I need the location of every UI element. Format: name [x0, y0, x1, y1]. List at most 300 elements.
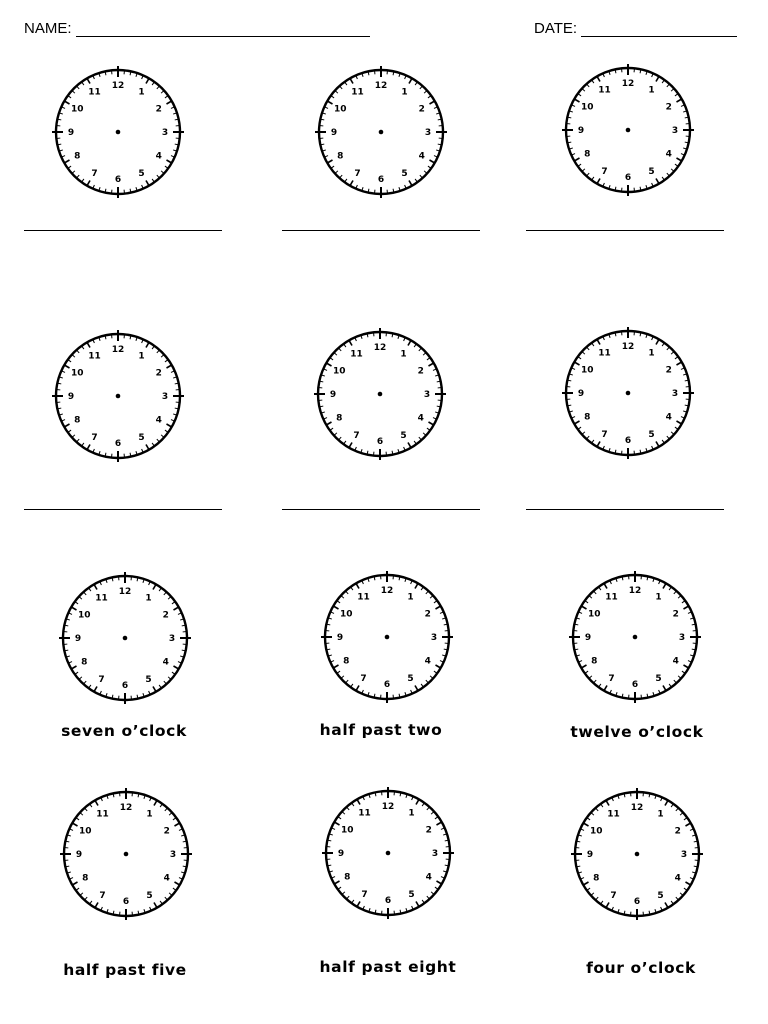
clock-numeral: 3 [161, 128, 169, 139]
minute-tick [594, 591, 597, 594]
time-caption: half past eight [319, 958, 457, 976]
minute-tick [587, 347, 590, 350]
center-dot [378, 392, 383, 397]
clock-numeral: 12 [118, 587, 132, 598]
minute-tick [426, 591, 429, 594]
hour-tick [574, 362, 579, 365]
minute-tick [341, 596, 344, 599]
hour-tick [416, 799, 419, 804]
hour-tick [408, 340, 411, 345]
hour-tick [146, 78, 149, 83]
minute-tick [582, 89, 585, 92]
hour-tick [154, 800, 157, 805]
clock-numeral: 10 [588, 609, 601, 620]
minute-tick [72, 355, 75, 358]
hour-tick [95, 800, 98, 805]
minute-tick [426, 680, 429, 683]
clock-face [55, 568, 195, 708]
answer-line[interactable] [24, 509, 222, 510]
answer-line[interactable] [526, 509, 724, 510]
hour-tick [64, 160, 69, 163]
minute-tick [346, 680, 349, 683]
hour-tick [326, 422, 331, 425]
clock-numeral: 1 [138, 351, 145, 362]
hour-tick [333, 665, 338, 668]
hour-tick [334, 881, 339, 884]
clock-numeral: 5 [648, 429, 655, 440]
clock-numeral: 12 [111, 345, 125, 356]
hour-tick [326, 363, 331, 366]
clock-numeral: 10 [333, 366, 346, 377]
clock-face [311, 62, 451, 202]
name-label: NAME: [24, 20, 72, 37]
clock-numeral: 8 [584, 412, 591, 423]
hour-tick [429, 160, 434, 163]
clock-numeral: 11 [598, 85, 611, 96]
hour-tick [656, 178, 659, 183]
minute-tick [161, 171, 164, 174]
clock-numeral: 2 [418, 104, 425, 115]
minute-tick [589, 596, 592, 599]
minute-tick [680, 893, 683, 896]
clock-numeral: 12 [381, 802, 395, 813]
minute-tick [157, 86, 160, 89]
minute-tick [77, 175, 80, 178]
minute-tick [667, 173, 670, 176]
clock-numeral: 11 [605, 592, 618, 603]
clock-numeral: 11 [350, 349, 363, 360]
minute-tick [587, 173, 590, 176]
clock-numeral: 7 [610, 890, 617, 901]
clock-face [318, 783, 458, 923]
clock-numeral: 12 [630, 803, 644, 814]
clock-numeral: 8 [591, 656, 598, 667]
clock-numeral: 8 [74, 415, 81, 426]
clock-numeral: 7 [91, 168, 98, 179]
clock-numeral: 10 [590, 826, 603, 837]
clock-numeral: 2 [672, 609, 679, 620]
minute-tick [334, 433, 337, 436]
clock-face [558, 323, 698, 463]
hour-tick [94, 686, 97, 691]
clock-numeral: 3 [424, 128, 432, 139]
clock-numeral: 12 [621, 342, 635, 353]
hour-tick [174, 823, 179, 826]
center-dot [123, 636, 128, 641]
minute-tick [671, 89, 674, 92]
clock-numeral: 4 [418, 151, 425, 162]
minute-tick [674, 591, 677, 594]
hour-tick [146, 180, 149, 185]
clock-numeral: 2 [424, 609, 431, 620]
clock-numeral: 9 [584, 633, 592, 644]
hour-tick [583, 882, 588, 885]
clock-numeral: 9 [75, 850, 83, 861]
clock-face [310, 324, 450, 464]
hour-tick [583, 823, 588, 826]
clock-numeral: 11 [357, 592, 370, 603]
minute-tick [77, 439, 80, 442]
clock-numeral: 11 [358, 808, 371, 819]
clock-numeral: 3 [678, 633, 686, 644]
clock-numeral: 9 [329, 390, 337, 401]
clock-numeral: 1 [657, 809, 664, 820]
hour-tick [665, 902, 668, 907]
hour-tick [153, 686, 156, 691]
clock-numeral: 5 [657, 890, 664, 901]
minute-tick [340, 175, 343, 178]
name-underline[interactable] [76, 22, 370, 37]
minute-tick [342, 892, 345, 895]
clock-numeral: 11 [351, 87, 364, 98]
hour-tick [334, 822, 339, 825]
clock-svg [565, 567, 705, 707]
clock-face [48, 326, 188, 466]
minute-tick [164, 681, 167, 684]
clock-svg [48, 326, 188, 466]
minute-tick [423, 353, 426, 356]
clock-numeral: 4 [665, 412, 672, 423]
clock-numeral: 12 [628, 586, 642, 597]
minute-tick [419, 348, 422, 351]
clock-numeral: 7 [360, 673, 367, 684]
hour-tick [409, 78, 412, 83]
clock-face [48, 62, 188, 202]
clock-numeral: 1 [655, 592, 662, 603]
clock-numeral: 3 [671, 126, 679, 137]
time-caption: twelve o’clock [570, 723, 704, 741]
hour-tick [327, 101, 332, 104]
clock-numeral: 8 [336, 413, 343, 424]
minute-tick [427, 896, 430, 899]
minute-tick [347, 807, 350, 810]
clock-numeral: 7 [601, 166, 608, 177]
hour-tick [349, 340, 352, 345]
hour-tick [349, 442, 352, 447]
minute-tick [587, 84, 590, 87]
clock-numeral: 9 [336, 633, 344, 644]
minute-tick [596, 808, 599, 811]
hour-tick [597, 76, 600, 81]
date-underline[interactable] [581, 22, 737, 37]
center-dot [379, 130, 384, 135]
clock-numeral: 10 [341, 825, 354, 836]
clock-svg [567, 784, 707, 924]
hour-tick [166, 160, 171, 163]
clock-numeral: 1 [138, 87, 145, 98]
hour-tick [574, 158, 579, 161]
clock-numeral: 9 [337, 849, 345, 860]
date-label: DATE: [534, 20, 578, 37]
hour-tick [574, 421, 579, 424]
hour-tick [606, 800, 609, 805]
clock-numeral: 4 [417, 413, 424, 424]
minute-tick [594, 680, 597, 683]
clock-numeral: 7 [98, 674, 105, 685]
minute-tick [339, 437, 342, 440]
answer-line[interactable] [526, 230, 724, 231]
clock-numeral: 8 [82, 873, 89, 884]
minute-tick [424, 171, 427, 174]
minute-tick [582, 352, 585, 355]
clock-numeral: 5 [138, 168, 145, 179]
minute-tick [165, 897, 168, 900]
minute-tick [346, 591, 349, 594]
time-caption: half past two [319, 721, 443, 739]
minute-tick [72, 91, 75, 94]
time-caption: four o’clock [586, 959, 696, 977]
minute-tick [424, 91, 427, 94]
clock-numeral: 8 [344, 872, 351, 883]
minute-tick [589, 676, 592, 679]
hour-tick [683, 606, 688, 609]
clock-numeral: 2 [155, 368, 162, 379]
minute-tick [678, 676, 681, 679]
minute-tick [168, 597, 171, 600]
clock-numeral: 9 [577, 126, 585, 137]
minute-tick [591, 813, 594, 816]
clock-numeral: 6 [114, 439, 122, 450]
minute-tick [161, 91, 164, 94]
clock-numeral: 5 [648, 166, 655, 177]
hour-tick [173, 607, 178, 610]
clock-svg [558, 60, 698, 200]
hour-tick [409, 180, 412, 185]
clock-numeral: 3 [169, 850, 177, 861]
clock-svg [56, 784, 196, 924]
answer-line[interactable] [24, 230, 222, 231]
clock-numeral: 12 [119, 803, 133, 814]
clock-numeral: 2 [674, 826, 681, 837]
clock-face [56, 784, 196, 924]
hour-tick [87, 78, 90, 83]
minute-tick [430, 596, 433, 599]
clock-numeral: 6 [633, 897, 641, 908]
hour-tick [604, 685, 607, 690]
minute-tick [671, 352, 674, 355]
minute-tick [667, 347, 670, 350]
clock-numeral: 8 [343, 656, 350, 667]
minute-tick [72, 171, 75, 174]
center-dot [116, 130, 121, 135]
clock-numeral: 8 [584, 149, 591, 160]
hour-tick [665, 800, 668, 805]
hour-tick [676, 158, 681, 161]
minute-tick [335, 171, 338, 174]
minute-tick [84, 681, 87, 684]
clock-numeral: 4 [162, 657, 169, 668]
minute-tick [591, 893, 594, 896]
clock-numeral: 1 [408, 808, 415, 819]
clock-numeral: 7 [601, 429, 608, 440]
hour-tick [72, 882, 77, 885]
hour-tick [581, 665, 586, 668]
hour-tick [87, 444, 90, 449]
minute-tick [77, 86, 80, 89]
clock-numeral: 1 [407, 592, 414, 603]
minute-tick [161, 435, 164, 438]
hour-tick [173, 666, 178, 669]
center-dot [626, 391, 631, 396]
hour-tick [72, 823, 77, 826]
clock-numeral: 9 [74, 634, 82, 645]
minute-tick [157, 350, 160, 353]
hour-tick [166, 101, 171, 104]
clock-numeral: 10 [71, 104, 84, 115]
hour-tick [71, 607, 76, 610]
clock-numeral: 7 [91, 432, 98, 443]
minute-tick [596, 897, 599, 900]
clock-numeral: 11 [95, 593, 108, 604]
minute-tick [335, 91, 338, 94]
minute-tick [427, 807, 430, 810]
minute-tick [680, 813, 683, 816]
hour-tick [166, 424, 171, 427]
minute-tick [676, 897, 679, 900]
minute-tick [420, 86, 423, 89]
hour-tick [415, 583, 418, 588]
hour-tick [333, 606, 338, 609]
hour-tick [64, 424, 69, 427]
hour-tick [350, 78, 353, 83]
clock-numeral: 5 [407, 673, 414, 684]
clock-numeral: 6 [624, 173, 632, 184]
clock-numeral: 6 [114, 175, 122, 186]
clock-numeral: 11 [88, 351, 101, 362]
clock-numeral: 3 [671, 389, 679, 400]
clock-numeral: 4 [155, 415, 162, 426]
hour-tick [574, 99, 579, 102]
clock-numeral: 5 [138, 432, 145, 443]
hour-tick [87, 180, 90, 185]
clock-numeral: 8 [593, 873, 600, 884]
time-caption: seven o’clock [61, 722, 187, 740]
hour-tick [166, 365, 171, 368]
clock-numeral: 7 [354, 168, 361, 179]
clock-numeral: 5 [145, 674, 152, 685]
minute-tick [84, 592, 87, 595]
clock-numeral: 5 [401, 168, 408, 179]
hour-tick [146, 342, 149, 347]
answer-line[interactable] [282, 230, 480, 231]
center-dot [385, 635, 390, 640]
clock-numeral: 10 [79, 826, 92, 837]
clock-numeral: 5 [146, 890, 153, 901]
clock-numeral: 2 [155, 104, 162, 115]
minute-tick [80, 893, 83, 896]
clock-numeral: 3 [431, 849, 439, 860]
hour-tick [597, 339, 600, 344]
center-dot [124, 852, 129, 857]
clock-numeral: 11 [598, 348, 611, 359]
clock-numeral: 8 [74, 151, 81, 162]
clock-numeral: 3 [423, 390, 431, 401]
clock-numeral: 3 [680, 850, 688, 861]
clock-numeral: 1 [400, 349, 407, 360]
clock-numeral: 2 [162, 610, 169, 621]
clock-face [565, 567, 705, 707]
minute-tick [80, 813, 83, 816]
hour-tick [435, 606, 440, 609]
clock-numeral: 2 [163, 826, 170, 837]
hour-tick [597, 178, 600, 183]
clock-numeral: 4 [665, 149, 672, 160]
minute-tick [676, 808, 679, 811]
hour-tick [146, 444, 149, 449]
hour-tick [436, 881, 441, 884]
hour-tick [436, 822, 441, 825]
clock-numeral: 9 [586, 850, 594, 861]
clock-numeral: 10 [581, 102, 594, 113]
center-dot [116, 394, 121, 399]
minute-tick [671, 432, 674, 435]
minute-tick [431, 892, 434, 895]
clock-svg [310, 324, 450, 464]
hour-tick [357, 901, 360, 906]
clock-numeral: 2 [665, 102, 672, 113]
hour-tick [356, 685, 359, 690]
minute-tick [165, 808, 168, 811]
minute-tick [169, 813, 172, 816]
clock-numeral: 10 [78, 610, 91, 621]
minute-tick [85, 897, 88, 900]
name-field[interactable] [24, 20, 370, 37]
clock-numeral: 6 [121, 681, 129, 692]
clock-numeral: 7 [361, 889, 368, 900]
clock-face [567, 784, 707, 924]
hour-tick [656, 441, 659, 446]
clock-numeral: 10 [581, 365, 594, 376]
minute-tick [157, 439, 160, 442]
hour-tick [606, 902, 609, 907]
minute-tick [339, 348, 342, 351]
clock-numeral: 6 [383, 680, 391, 691]
minute-tick [582, 432, 585, 435]
clock-numeral: 6 [376, 437, 384, 448]
minute-tick [79, 677, 82, 680]
hour-tick [604, 583, 607, 588]
clock-numeral: 6 [377, 175, 385, 186]
hour-tick [685, 882, 690, 885]
clock-numeral: 10 [340, 609, 353, 620]
answer-line[interactable] [282, 509, 480, 510]
minute-tick [342, 812, 345, 815]
clock-numeral: 6 [631, 680, 639, 691]
minute-tick [77, 350, 80, 353]
time-caption: half past five [63, 961, 187, 979]
clock-numeral: 2 [425, 825, 432, 836]
clock-numeral: 9 [67, 128, 75, 139]
minute-tick [72, 435, 75, 438]
clock-numeral: 12 [621, 79, 635, 90]
clock-numeral: 6 [624, 436, 632, 447]
hour-tick [683, 665, 688, 668]
hour-tick [350, 180, 353, 185]
hour-tick [87, 342, 90, 347]
center-dot [626, 128, 631, 133]
hour-tick [656, 339, 659, 344]
hour-tick [174, 882, 179, 885]
date-field[interactable] [534, 20, 737, 37]
hour-tick [428, 422, 433, 425]
clock-numeral: 11 [88, 87, 101, 98]
minute-tick [79, 597, 82, 600]
minute-tick [169, 893, 172, 896]
minute-tick [157, 175, 160, 178]
clock-numeral: 12 [111, 81, 125, 92]
clock-numeral: 7 [608, 673, 615, 684]
minute-tick [341, 676, 344, 679]
